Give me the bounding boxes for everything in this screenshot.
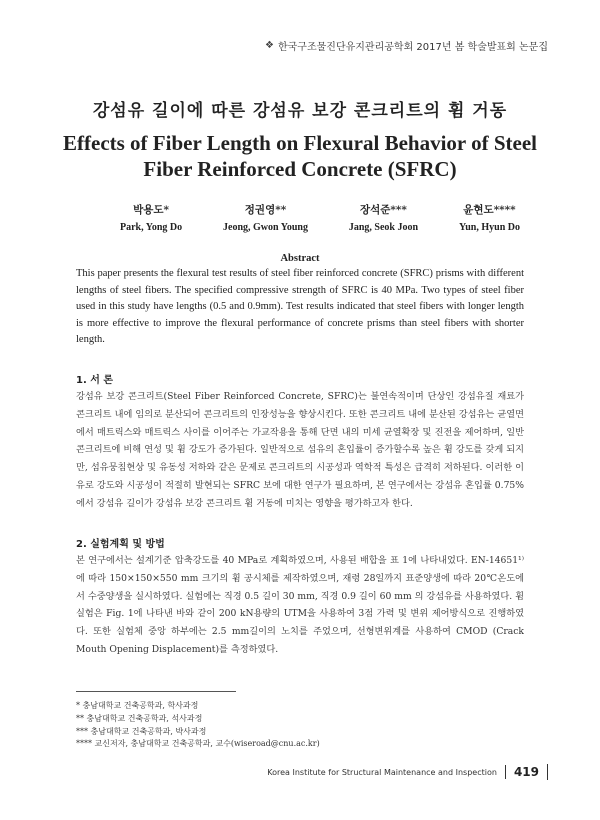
footnote: **** 교신저자, 충남대학교 건축공학과, 교수(wiseroad@cnu.ac.kr) (76, 739, 320, 749)
footnote: *** 충남대학교 건축공학과, 박사과정 (76, 726, 207, 736)
author-name-english: Park, Yong Do (120, 222, 183, 233)
footer-divider (547, 764, 548, 780)
author-name-korean: 정권영** (244, 204, 287, 216)
section-heading-methods: 2. 실험계획 및 방법 (76, 539, 165, 550)
author-name-korean: 윤현도**** (463, 204, 516, 216)
author (223, 202, 308, 233)
section-body-methods: 본 연구에서는 설계기준 압축강도를 40 MPa로 계획하였으며, 사용된 배합을 표 1에 나타내었다. EN-14651¹⁾에 따라 150×150×550 mm 크기의 휨 공시체를 제작하였으며, 재령 28일까지 표준양생에 따라 20℃온도에서 수중양생을 실시하였다. 실험에는 직경 0.5 길이 30 mm, 직경 0.9 길이 60 mm 의 강섬유를 사용하였다. 휨 실험은 Fig. 1에 나타낸 바와 같이 200 kN용량의 UTM을 사용하여 3점 가력 및 변위 제어방식으로 진행하였다. 또한 실험체 중앙 하부에는 2.5 mm길이의 노치를 주었으며, 선형변위계를 사용하여 CMOD (Crack Mouth Opening Displacement)를 측정하였다. (76, 555, 524, 655)
title-english: Effects of Fiber Length on Flexural Behavior of Steel Fiber Reinforced Concrete (SFRC) (63, 131, 537, 181)
author (120, 202, 182, 233)
title-korean: 강섬유 길이에 따른 강섬유 보강 콘크리트의 휨 거동 (92, 101, 508, 121)
author-list (120, 202, 520, 233)
abstract-text: This paper presents the flexural test results of steel fiber reinforced concrete (SFRC) prisms with different lengths of steel fibers. The specified compressive strength of SFRC is 40 MPa. Two types of steel fiber used in this study have lengths (0.5 and 0.9mm). Test results indicated that steel fibers with longer length is more effective to improve the flexural performance of concrete prisms than steel fibers with shorter length. (76, 268, 524, 345)
section-heading-introduction: 1. 서 론 (76, 375, 114, 386)
author-name-korean: 장석준*** (360, 204, 407, 216)
abstract-heading: Abstract (280, 253, 320, 264)
footnote: * 충남대학교 건축공학과, 학사과정 (76, 701, 199, 710)
bullet-icon: ❖ (265, 40, 274, 51)
page-number: 419 (513, 765, 539, 779)
journal-name: Korea Institute for Structural Maintenance and Inspection (267, 767, 497, 777)
author-name-english: Jang, Seok Joon (348, 222, 419, 233)
footnote-divider (76, 691, 236, 692)
header-text: 한국구조물진단유지관리공학회 2017년 봄 학술발표회 논문집 (277, 42, 548, 53)
footnotes (76, 700, 320, 751)
author-name-english: Yun, Hyun Do (458, 222, 520, 233)
author-name-english: Jeong, Gwon Young (223, 222, 308, 233)
page-footer (267, 764, 548, 780)
footer-divider (505, 765, 506, 779)
footnote: ** 충남대학교 건축공학과, 석사과정 (76, 713, 203, 723)
author (349, 202, 418, 233)
running-header (265, 38, 548, 53)
section-body-introduction: 강섬유 보강 콘크리트(Steel Fiber Reinforced Concrete, SFRC)는 불연속적이며 단상인 강섬유질 재료가 콘크리트 내에 임의로 분산되어 콘크리트의 인장성능을 향상시킨다. 또한 콘크리트 내에 분산된 강섬유는 균열면에서 매트릭스와 매트릭스 사이를 이어주는 가교작용을 통해 단면 내의 미세 균열확장 및 진전을 제어하며, 일반콘크리트에 비해 연성 및 휨 강도가 증가된다. 일반적으로 섬유의 혼입률이 증가할수록 높은 휨 강도를 갖게 되지만, 섬유뭉침현상 및 유동성 저하와 같은 문제로 콘크리트의 시공성과 역학적 특성은 급격히 저하된다. 이러한 이유로 강도와 시공성이 적절히 발현되는 SFRC 보에 대한 연구가 필요하며, 본 연구에서는 강섬유 혼입률 0.75%에서 강섬유 길이가 강섬유 보강 콘크리트 휨 거동에 미치는 영향을 평가하고자 한다. (76, 391, 524, 509)
author (459, 202, 520, 233)
author-name-korean: 박용도* (133, 204, 170, 216)
